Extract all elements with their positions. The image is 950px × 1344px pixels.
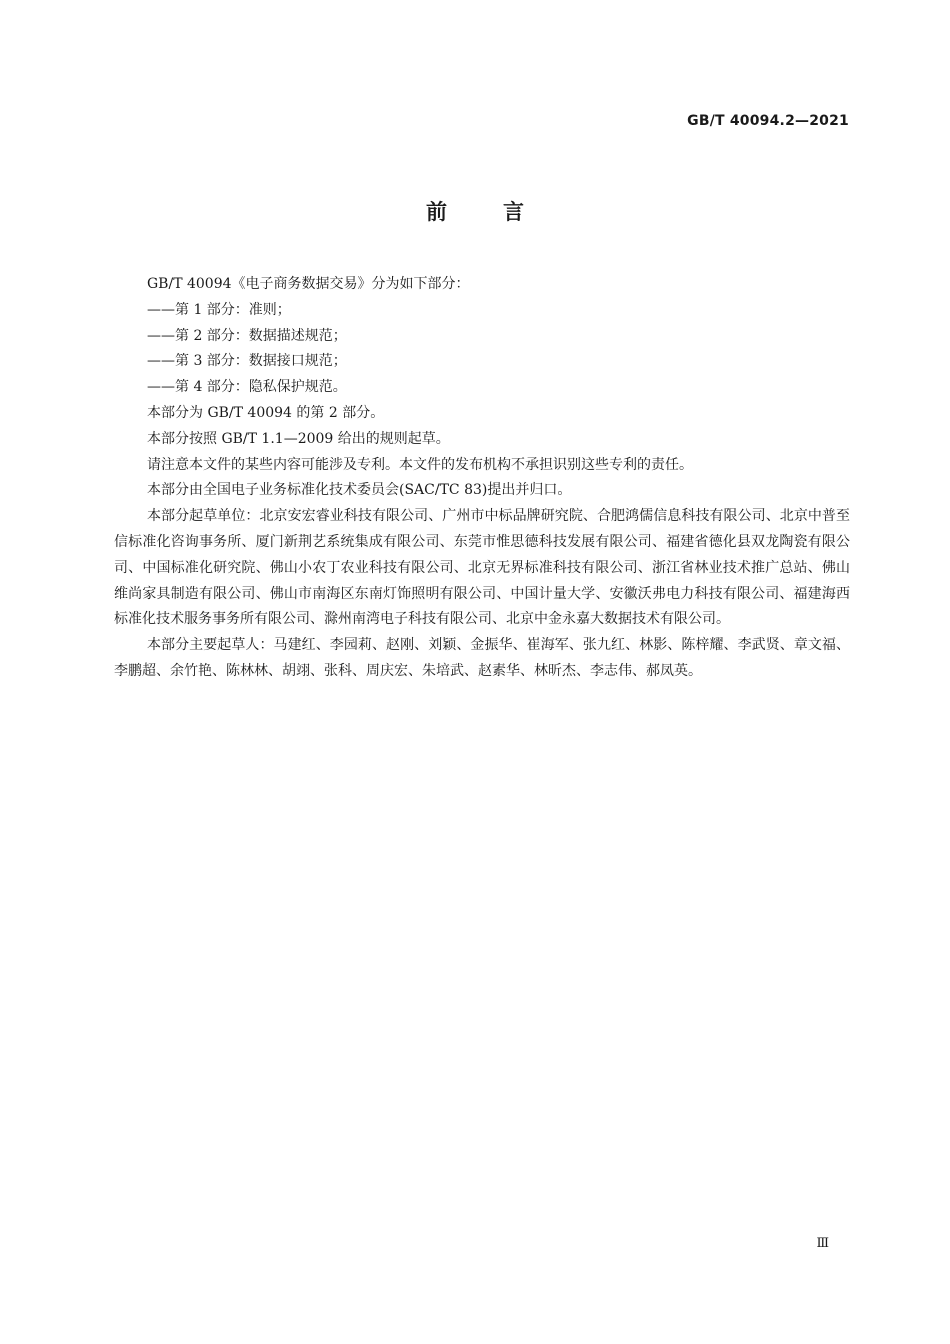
list-item-part-2: ——第 2 部分：数据描述规范； [147,327,347,344]
preface-body [114,272,850,685]
paragraph-drafters: 本部分主要起草人：马建红、李园莉、赵刚、刘颖、金振华、崔海军、张九红、林影、陈梓耀、李武贤、章文福、李鹏超、余竹艳、陈林林、胡翊、张科、周庆宏、朱培武、赵素华、林昕杰、李志伟、郝凤英。 [114,637,850,679]
standard-code: GB/T 40094.2—2021 [687,113,849,129]
paragraph-patent-notice: 请注意本文件的某些内容可能涉及专利。本文件的发布机构不承担识别这些专利的责任。 [147,456,693,473]
list-item-part-4: ——第 4 部分：隐私保护规范。 [147,379,347,396]
paragraph-parts-intro: GB/T 40094《电子商务数据交易》分为如下部分： [147,276,470,292]
paragraph-drafting-rules: 本部分按照 GB/T 1.1—2009 给出的规则起草。 [147,430,450,447]
list-item-part-3: ——第 3 部分：数据接口规范； [147,353,347,370]
paragraph-drafting-units: 本部分起草单位：北京安宏睿业科技有限公司、广州市中标品牌研究院、合肥鸿儒信息科技有限公司、北京中普至信标准化咨询事务所、厦门新荆艺系统集成有限公司、东莞市惟思德科技发展有限公司、福建省德化县双龙陶瓷有限公司、中国标准化研究院、佛山小农丁农业科技有限公司、北京无界标准科技有限公司、浙江省林业技术推广总站、佛山维尚家具制造有限公司、佛山市南海区东南灯饰照明有限公司、中国计量大学、安徽沃弗电力科技有限公司、福建海西标准化技术服务事务所有限公司、滁州南湾电子科技有限公司、北京中金永嘉大数据技术有限公司。 [114,508,850,628]
page-number: Ⅲ [816,1236,829,1251]
paragraph-proposer: 本部分由全国电子业务标准化技术委员会(SAC/TC 83)提出并归口。 [147,482,572,499]
paragraph-this-part: 本部分为 GB/T 40094 的第 2 部分。 [147,404,385,421]
page-title: 前言 [426,200,580,224]
list-item-part-1: ——第 1 部分：准则； [147,301,291,318]
